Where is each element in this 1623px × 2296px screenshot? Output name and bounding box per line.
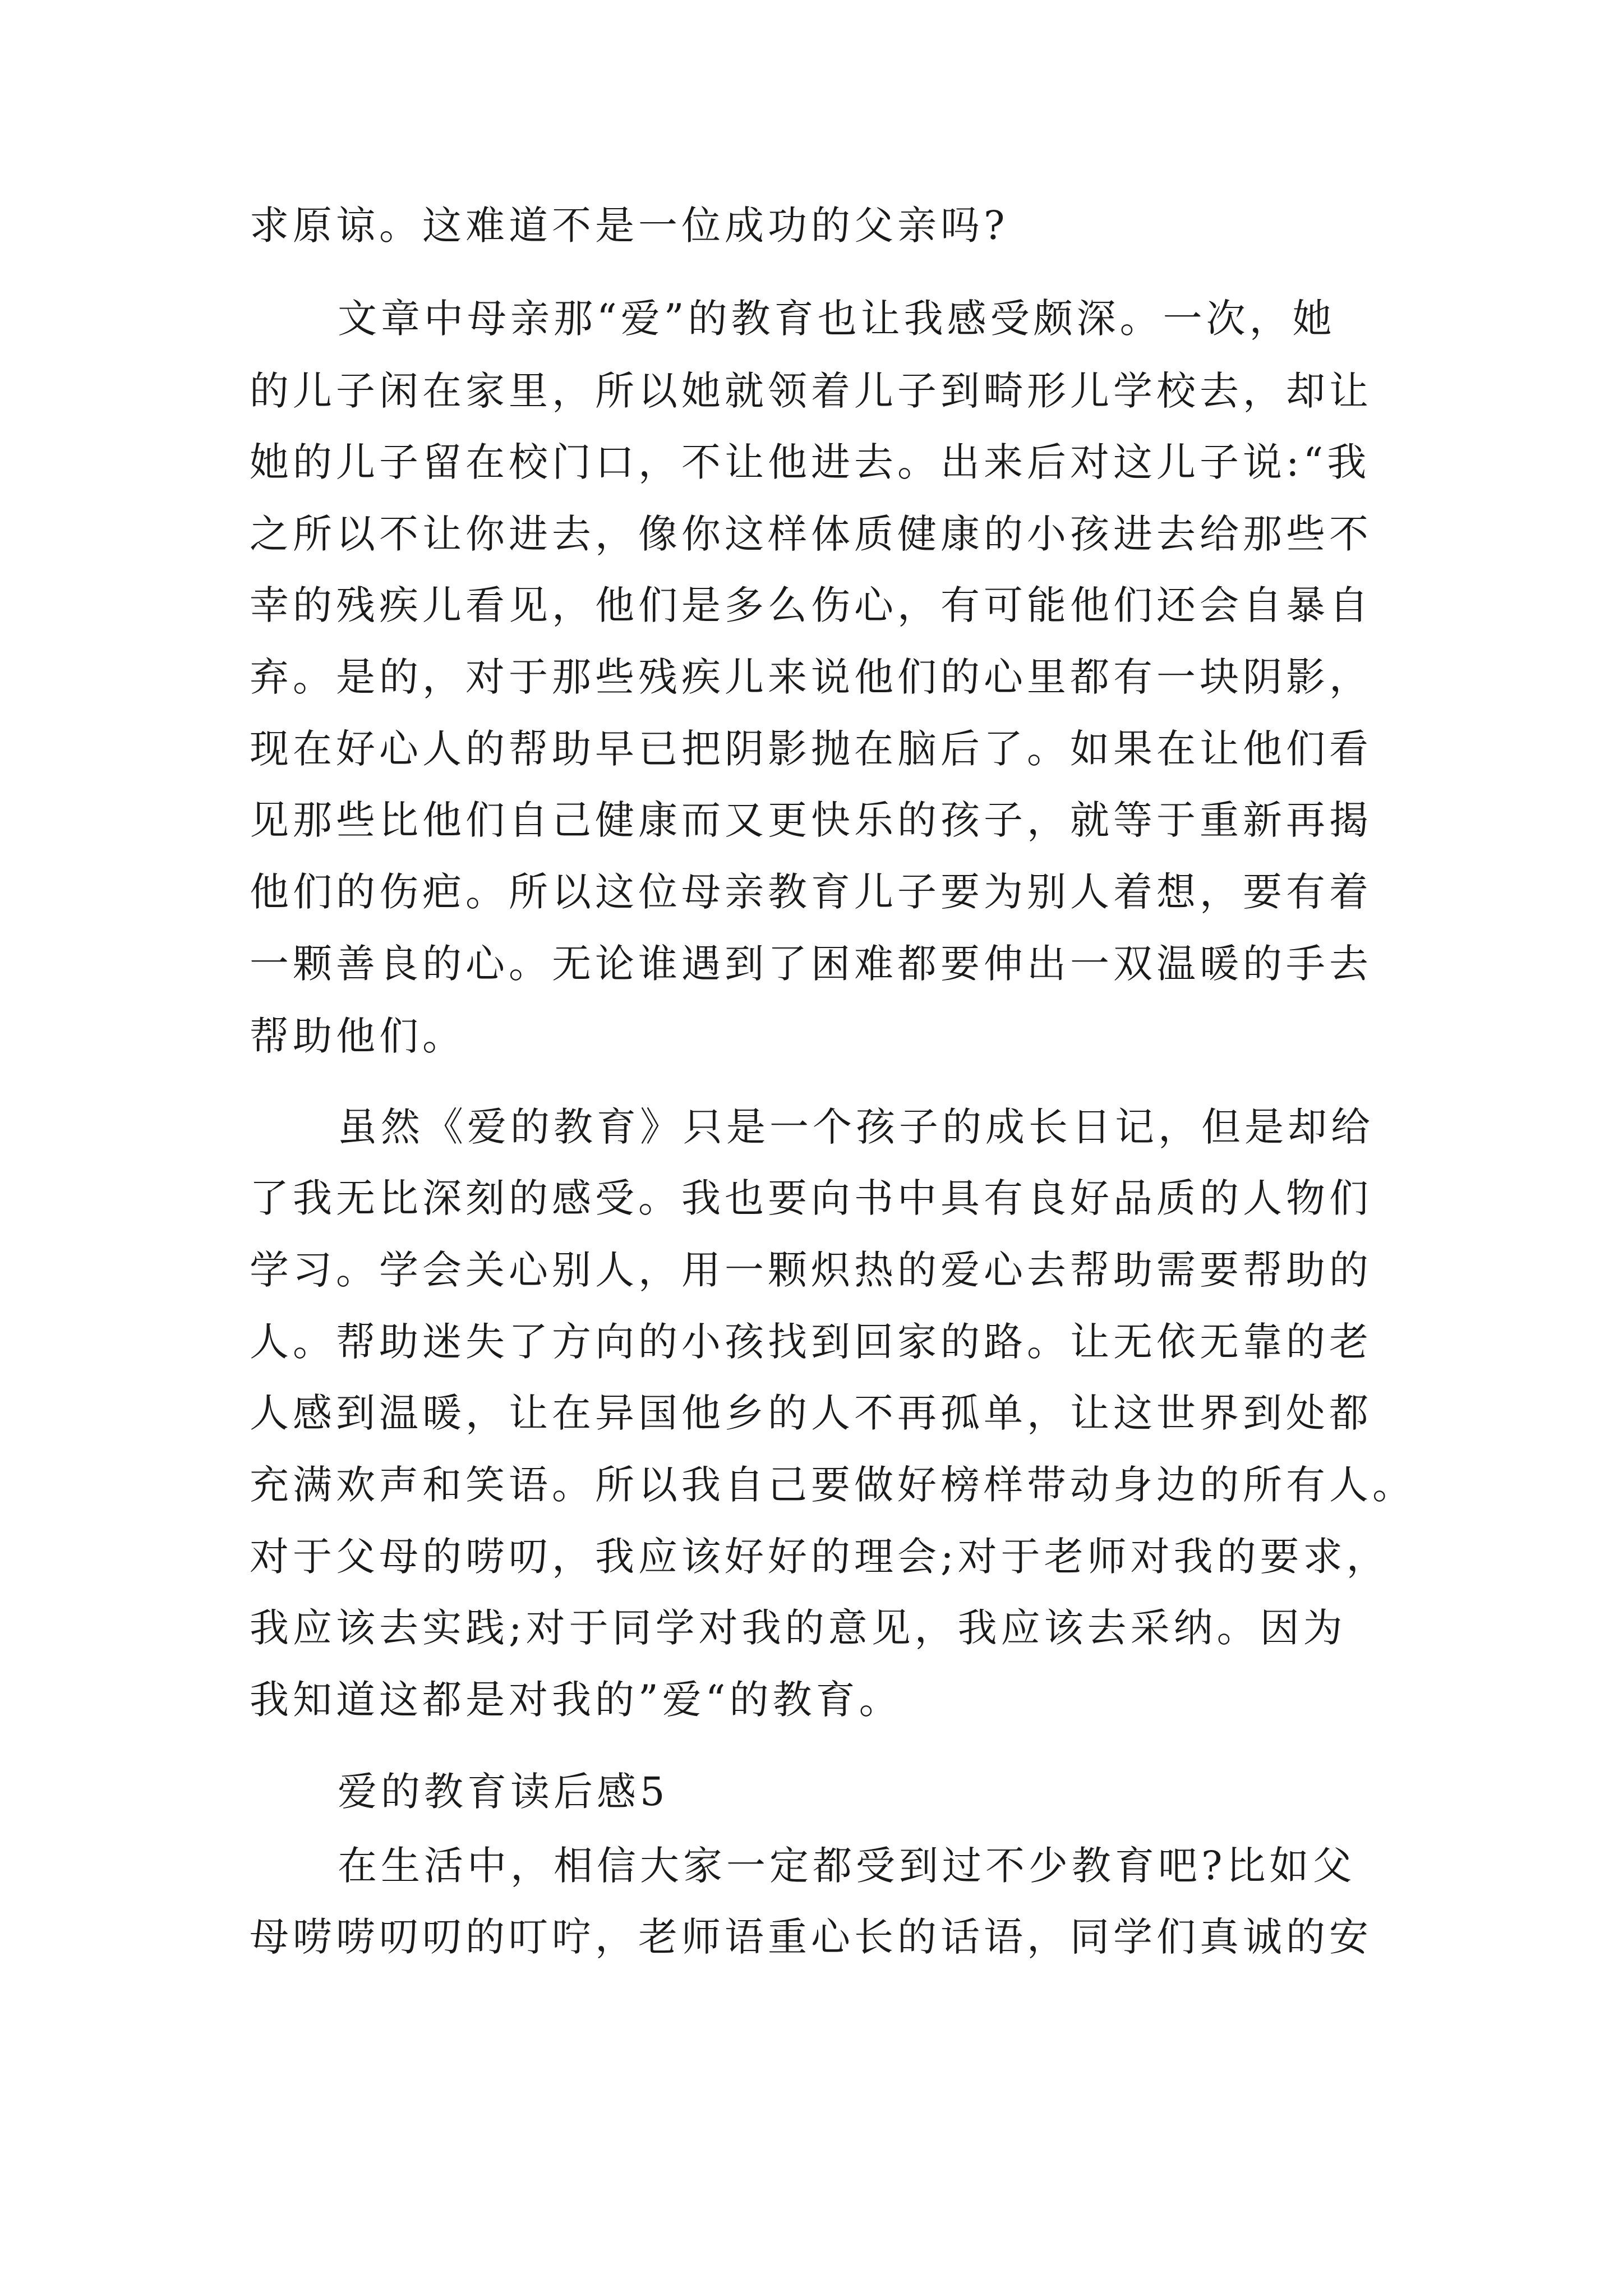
text-line: 帮助他们。 [250, 1013, 465, 1059]
text-line: 了我无比深刻的感受。我也要向书中具有良好品质的人物们 [250, 1175, 1372, 1221]
text-line: 见那些比他们自己健康而又更快乐的孩子，就等于重新再揭 [250, 797, 1372, 843]
text-line: 现在好心人的帮助早已把阴影抛在脑后了。如果在让他们看 [250, 726, 1372, 772]
paragraph-start-line: 在生活中，相信大家一定都受到过不少教育吧?比如父 [338, 1843, 1356, 1889]
text-line: 的儿子闲在家里，所以她就领着儿子到畸形儿学校去，却让 [250, 368, 1372, 414]
text-line: 母唠唠叨叨的叮咛，老师语重心长的话语，同学们真诚的安 [250, 1914, 1372, 1960]
text-line: 人。帮助迷失了方向的小孩找到回家的路。让无依无靠的老 [250, 1319, 1372, 1365]
text-line: 人感到温暖，让在异国他乡的人不再孤单，让这世界到处都 [250, 1390, 1372, 1436]
paragraph-start-line: 文章中母亲那“爱”的教育也让我感受颇深。一次，她 [338, 296, 1336, 342]
text-line: 我应该去实践;对于同学对我的意见，我应该去采纳。因为 [250, 1605, 1347, 1651]
text-line: 她的儿子留在校门口，不让他进去。出来后对这儿子说:“我 [250, 439, 1371, 485]
text-line: 幸的残疾儿看见，他们是多么伤心，有可能他们还会自暴自 [250, 582, 1372, 628]
text-line: 一颗善良的心。无论谁遇到了困难都要伸出一双温暖的手去 [250, 941, 1372, 987]
text-line: 之所以不让你进去，像你这样体质健康的小孩进去给那些不 [250, 511, 1372, 557]
text-line: 求原谅。这难道不是一位成功的父亲吗? [250, 203, 1009, 249]
text-line: 对于父母的唠叨，我应该好好的理会;对于老师对我的要求， [250, 1534, 1390, 1580]
text-line: 我知道这都是对我的”爱“的教育。 [250, 1677, 902, 1723]
section-heading: 爱的教育读后感5 [338, 1769, 669, 1815]
text-line: 他们的伤疤。所以这位母亲教育儿子要为别人着想，要有着 [250, 869, 1372, 915]
paragraph-start-line: 虽然《爱的教育》只是一个孩子的成长日记，但是却给 [338, 1104, 1374, 1150]
text-line: 学习。学会关心别人，用一颗炽热的爱心去帮助需要帮助的 [250, 1247, 1372, 1293]
text-line: 弃。是的，对于那些残疾儿来说他们的心里都有一块阴影， [250, 654, 1372, 700]
text-line: 充满欢声和笑语。所以我自己要做好榜样带动身边的所有人。 [250, 1462, 1415, 1508]
